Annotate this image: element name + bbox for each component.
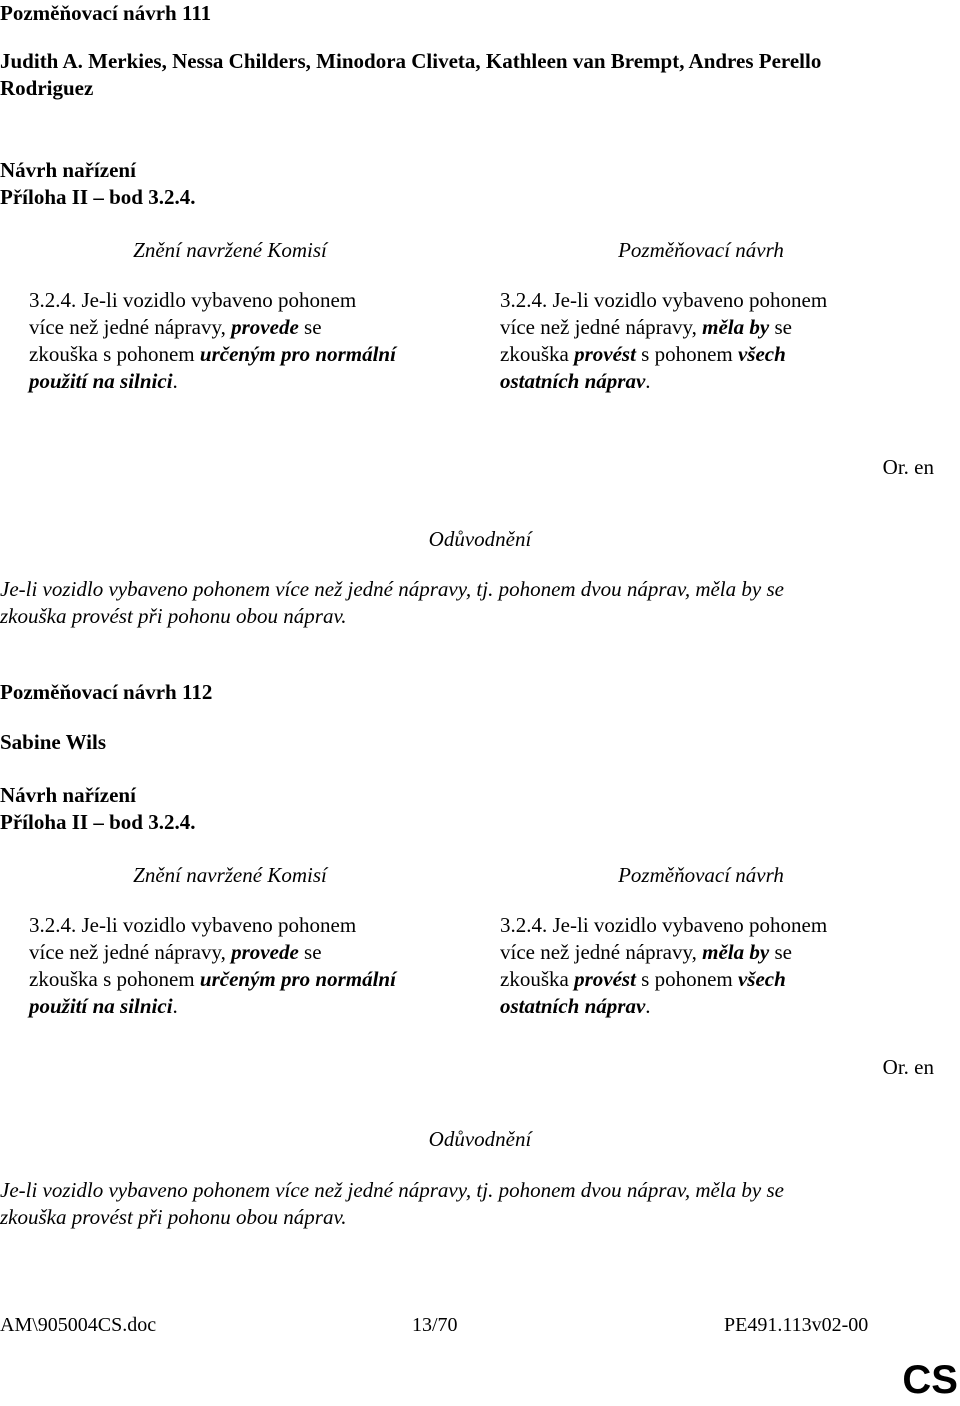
justification-text-cont: zkouška provést při pohonu obou náprav.	[0, 604, 347, 628]
text-line: 3.2.4. Je-li vozidlo vybaveno pohonem	[29, 288, 357, 312]
footer-page-number: 13/70	[412, 1314, 458, 1336]
text-line: ostatních náprav.	[500, 994, 651, 1018]
amendment-text-header: Pozměňovací návrh	[618, 238, 784, 262]
amendment-text-header: Pozměňovací návrh	[618, 863, 784, 887]
amendment-text	[500, 912, 940, 1020]
text-line: více než jedné nápravy, měla by se	[500, 315, 792, 339]
text-line: 3.2.4. Je-li vozidlo vybaveno pohonem	[29, 913, 357, 937]
amendment-authors-cont: Rodriguez	[0, 76, 94, 100]
text-line: ostatních náprav.	[500, 369, 651, 393]
text-line: 3.2.4. Je-li vozidlo vybaveno pohonem	[500, 288, 828, 312]
text-line: použití na silnici.	[29, 369, 178, 393]
text-line: použití na silnici.	[29, 994, 178, 1018]
text-line: 3.2.4. Je-li vozidlo vybaveno pohonem	[500, 913, 828, 937]
proposal-title: Návrh nařízení	[0, 158, 136, 182]
footer-document-ref: PE491.113v02-00	[724, 1314, 869, 1336]
proposal-title: Návrh nařízení	[0, 783, 136, 807]
proposal-reference: Příloha II – bod 3.2.4.	[0, 810, 196, 834]
justification-text: Je-li vozidlo vybaveno pohonem více než jedné nápravy, tj. pohonem dvou náprav, měla by se	[0, 577, 784, 601]
proposal-reference: Příloha II – bod 3.2.4.	[0, 185, 196, 209]
justification-text: Je-li vozidlo vybaveno pohonem více než jedné nápravy, tj. pohonem dvou náprav, měla by se	[0, 1178, 784, 1202]
text-line: více než jedné nápravy, provede se	[29, 315, 322, 339]
original-language: Or. en	[882, 455, 934, 479]
amendment-authors: Sabine Wils	[0, 730, 107, 754]
text-line: zkouška provést s pohonem všech	[500, 342, 786, 366]
commission-text-header: Znění navržené Komisí	[133, 863, 327, 887]
justification-heading: Odůvodnění	[428, 1127, 532, 1151]
footer-language-code: CS	[902, 1358, 958, 1402]
amendment-authors: Judith A. Merkies, Nessa Childers, Minodora Cliveta, Kathleen van Brempt, Andres Perello	[0, 49, 822, 73]
amendment-text	[500, 287, 940, 395]
text-line: více než jedné nápravy, provede se	[29, 940, 322, 964]
text-line: zkouška s pohonem určeným pro normální	[29, 342, 396, 366]
amendment-heading: Pozměňovací návrh 111	[0, 1, 212, 25]
text-line: zkouška provést s pohonem všech	[500, 967, 786, 991]
original-language: Or. en	[882, 1055, 934, 1079]
commission-text-header: Znění navržené Komisí	[133, 238, 327, 262]
justification-text-cont: zkouška provést při pohonu obou náprav.	[0, 1205, 347, 1229]
amendment-heading: Pozměňovací návrh 112	[0, 680, 213, 704]
commission-text	[29, 912, 469, 1020]
commission-text	[29, 287, 469, 395]
text-line: více než jedné nápravy, měla by se	[500, 940, 792, 964]
text-line: zkouška s pohonem určeným pro normální	[29, 967, 396, 991]
footer-filename: AM\905004CS.doc	[0, 1314, 157, 1336]
justification-heading: Odůvodnění	[428, 527, 532, 551]
